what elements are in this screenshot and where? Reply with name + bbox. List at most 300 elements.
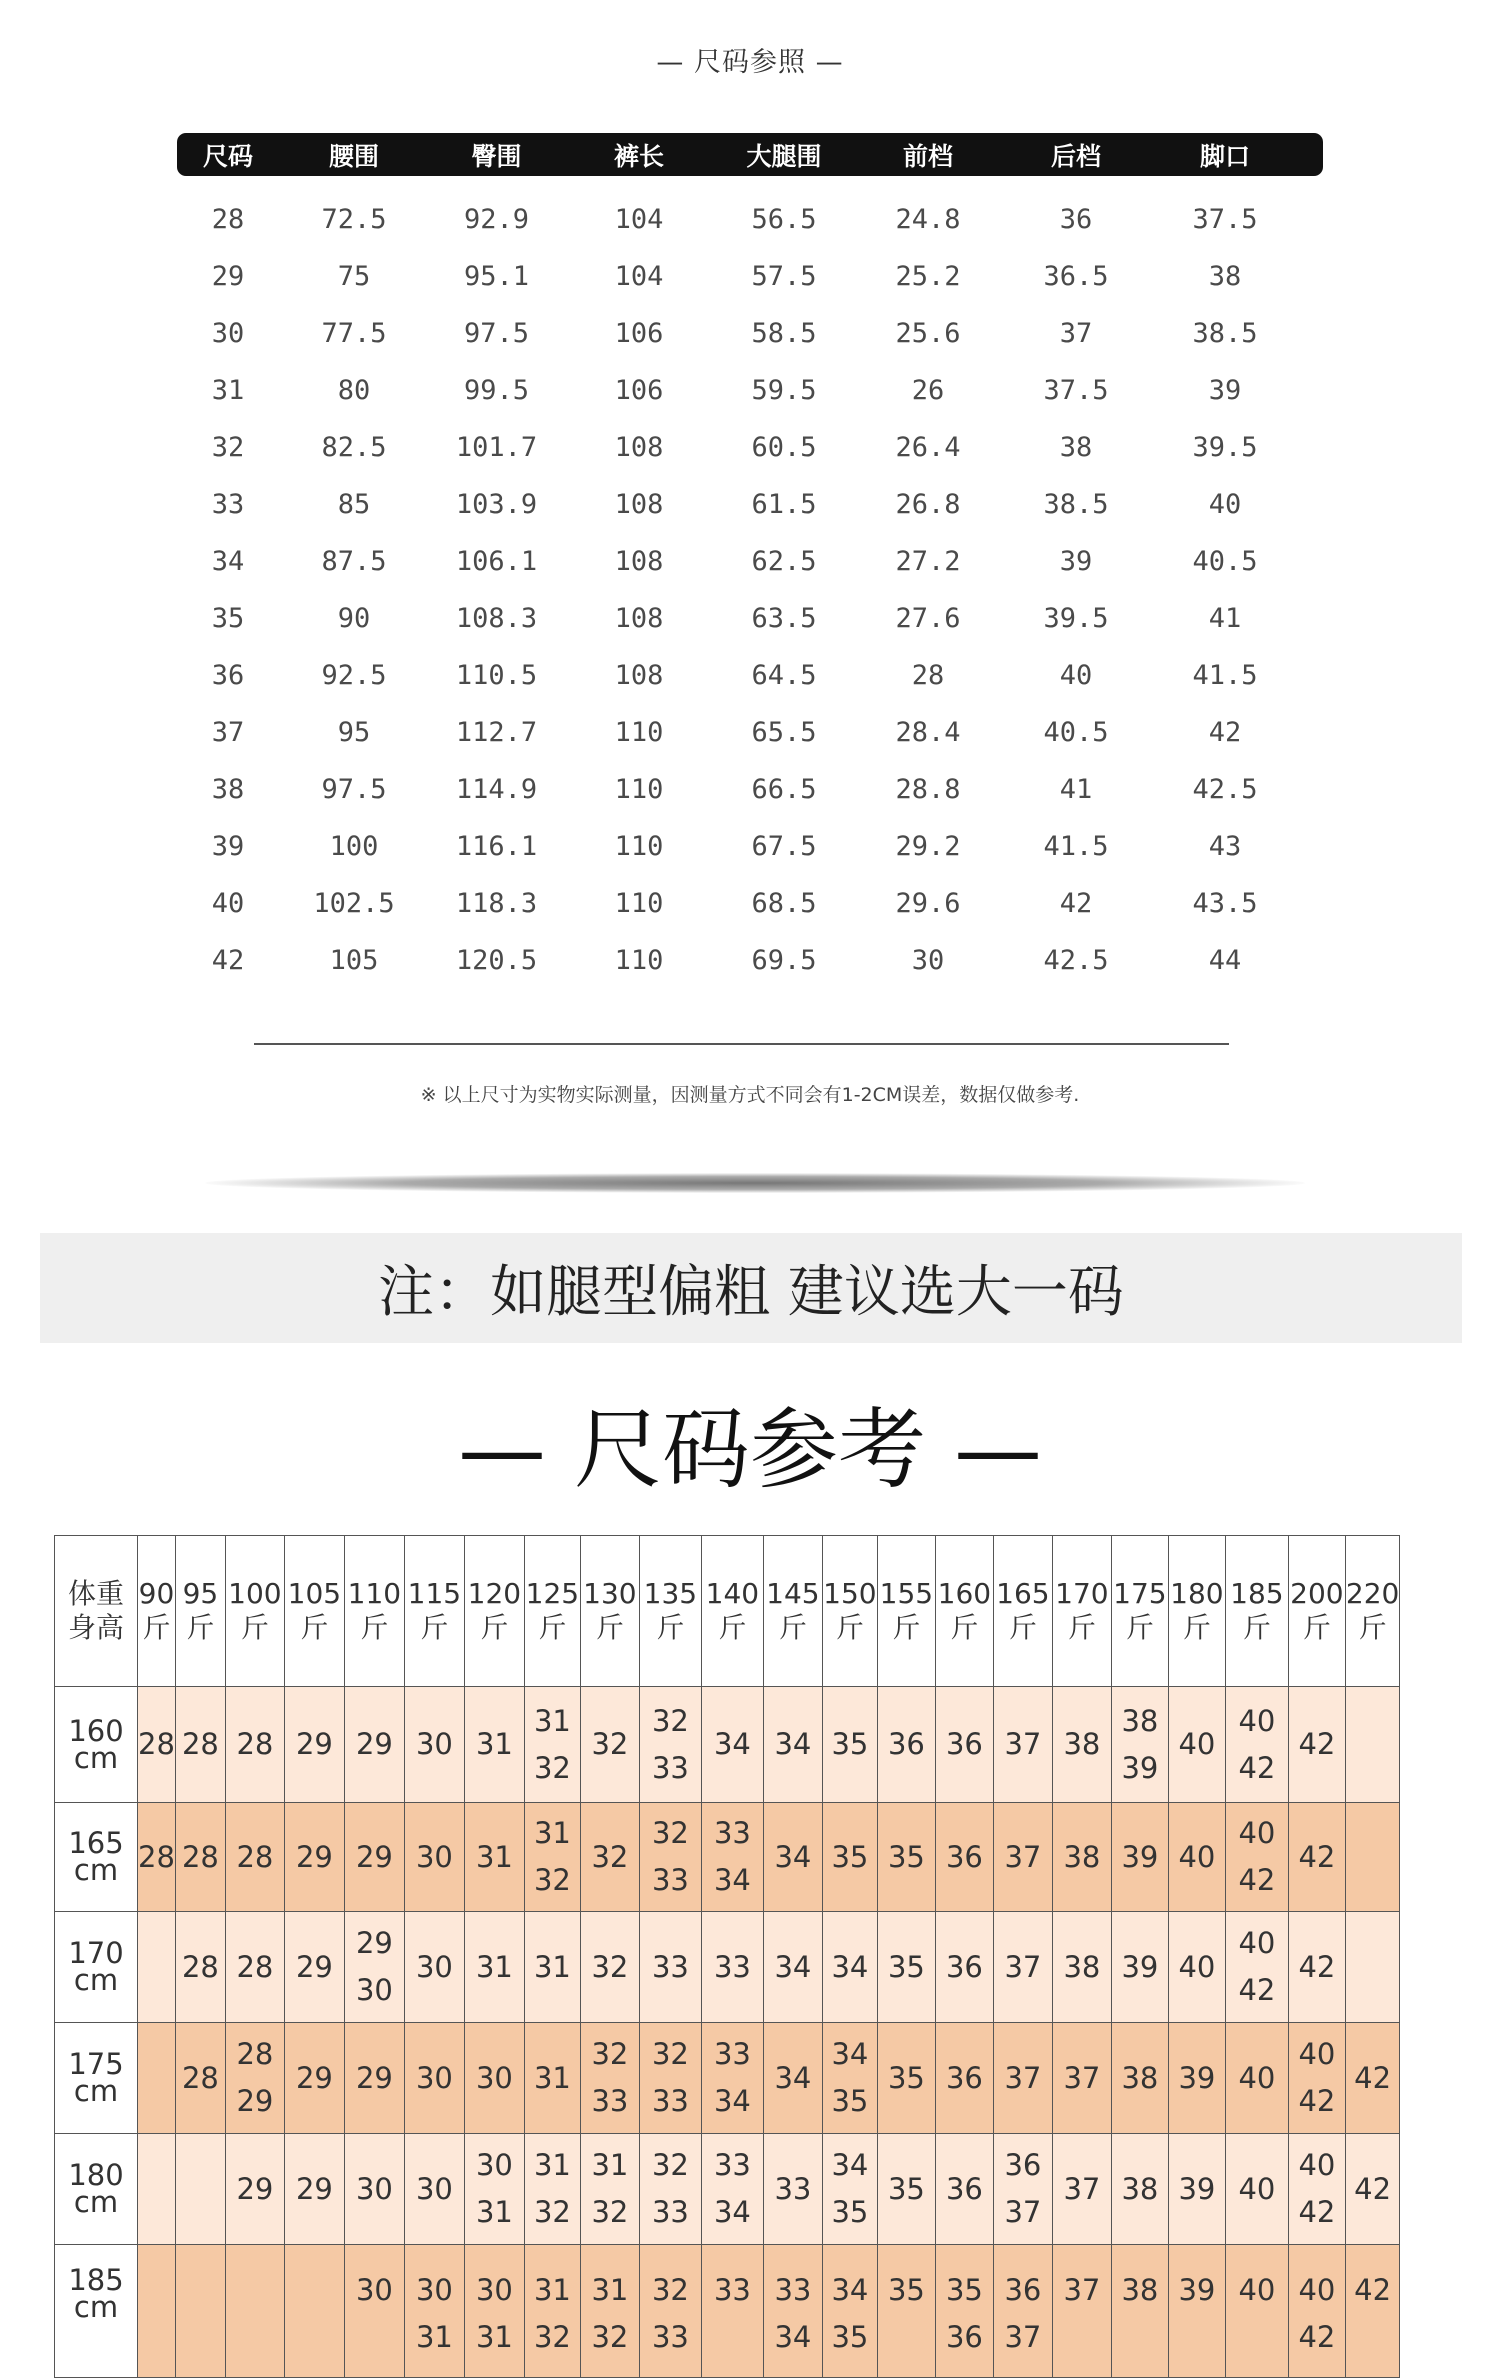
size-cell [344,2245,404,2378]
size-cell [1052,1803,1111,1912]
spec-header-cell: 大腿围 [746,141,822,171]
size-cell [580,1912,639,2023]
weight-value: 145 [766,1577,820,1610]
size-cell [580,1803,639,1912]
spec-table-cell: 60.5 [751,432,817,463]
weight-unit: 斤 [420,1611,449,1644]
spec-table-cell: 30 [211,318,245,349]
spec-header-cell: 后档 [1050,141,1101,171]
size-cell [639,1912,701,2023]
size-value: 32 [533,1863,571,1897]
size-cell [284,1803,344,1912]
size-cell [993,1912,1052,2023]
size-value: 42 [1238,1973,1276,2007]
size-value: 34 [713,1863,751,1897]
weight-header [877,1536,935,1687]
size-value: 37 [1063,2171,1101,2206]
spec-table-cell: 28.8 [895,774,961,805]
spec-table-cell: 120.5 [455,945,538,976]
size-value: 40 [1178,1949,1216,1984]
size-cell [701,1803,763,1912]
size-value: 32 [591,2320,629,2354]
spec-table-cell: 87.5 [321,546,387,577]
height-unit: cm [73,1740,119,1775]
size-value: 36 [1004,2148,1042,2182]
size-value: 33 [591,2084,629,2118]
spec-table-cell: 110 [614,831,664,862]
weight-unit: 斤 [538,1611,567,1644]
size-cell [580,1687,639,1803]
weight-unit: 斤 [186,1611,215,1644]
size-cell [175,2134,225,2245]
size-value: 32 [591,2037,629,2071]
size-value: 33 [713,2037,751,2071]
spec-table-cell: 28.4 [895,717,961,748]
size-value: 42 [1298,2084,1336,2118]
size-value: 35 [945,2273,983,2307]
size-value: 29 [355,1839,393,1874]
height-label [55,2245,138,2378]
size-cell [225,2134,284,2245]
size-cell [877,1687,935,1803]
size-value: 33 [713,1949,751,1984]
height-label [55,2023,138,2134]
size-value: 40 [1178,1727,1216,1761]
height-value: 180 [68,2158,124,2192]
size-value: 33 [651,2320,689,2354]
size-value: 40 [1238,2171,1276,2206]
spec-table-cell: 35 [211,603,245,634]
size-value: 42 [1354,2171,1392,2206]
size-cell [1345,1687,1399,1803]
size-cell [464,2245,524,2378]
spec-table-cell: 110.5 [455,660,538,691]
spec-table-row [177,818,1323,875]
size-cell [763,1687,822,1803]
spec-table-cell: 95.1 [463,261,530,292]
spec-table-cell: 38 [1208,261,1242,292]
weight-header [1345,1536,1399,1687]
spec-table-cell: 99.5 [463,375,530,406]
spec-table-cell: 92.9 [463,204,530,235]
weight-value: 220 [1345,1577,1400,1610]
size-value: 36 [945,1949,983,1984]
size-value: 31 [533,2060,571,2095]
size-cell [284,2023,344,2134]
size-cell [763,2134,822,2245]
spec-table-row [177,704,1323,761]
size-value: 35 [831,2084,869,2118]
weight-value: 105 [287,1577,342,1610]
corner-label-text: 身高 [67,1611,124,1644]
size-value: 33 [651,1949,689,1984]
size-value: 30 [475,2273,513,2307]
size-cell [1225,1803,1288,1912]
size-value: 29 [236,2171,274,2206]
spec-table-cell: 38.5 [1192,318,1258,349]
size-value: 34 [831,2037,869,2071]
size-value: 35 [831,2195,869,2229]
height-label [55,1803,138,1912]
size-value: 34 [831,2273,869,2307]
spec-header-cell: 脚口 [1199,141,1250,171]
spec-table-cell: 40 [211,888,245,919]
size-value: 36 [945,2171,983,2206]
size-cell [1345,2023,1399,2134]
size-cell [701,2023,763,2134]
spec-table-cell: 116.1 [455,831,538,862]
weight-header [344,1536,404,1687]
size-value: 30 [415,2273,453,2307]
spec-table-row [177,875,1323,932]
size-cell [1345,2134,1399,2245]
size-value: 34 [774,2060,812,2095]
size-value: 28 [181,1839,219,1874]
spec-table-cell: 112.7 [455,717,538,748]
size-cell [639,1803,701,1912]
size-cell [138,1912,176,2023]
size-value: 34 [713,2084,751,2118]
size-cell [138,1687,176,1803]
spec-table-cell: 27.2 [895,546,961,577]
size-value: 33 [651,2195,689,2229]
size-value: 37 [1004,1949,1042,1984]
size-cell [1111,2023,1168,2134]
size-value: 31 [533,2273,571,2307]
spec-table-cell: 82.5 [321,432,387,463]
size-value: 35 [887,2171,925,2206]
size-cell [284,1912,344,2023]
size-cell [993,2023,1052,2134]
size-cell [822,2245,877,2378]
spec-table-cell: 118.3 [455,888,538,919]
spec-table-cell: 110 [614,774,664,805]
size-value: 37 [1004,2320,1042,2354]
weight-header [1288,1536,1345,1687]
size-value: 34 [713,1727,751,1761]
weight-header [464,1536,524,1687]
size-cell [877,2134,935,2245]
size-value: 33 [651,1750,689,1785]
spec-table-row [177,248,1323,305]
size-cell [225,2245,284,2378]
spec-header-cell: 裤长 [613,141,664,171]
height-row [55,2245,1400,2378]
spec-table-cell: 72.5 [321,204,387,235]
spec-table-cell: 43.5 [1192,888,1258,919]
spec-table-cell: 40.5 [1192,546,1258,577]
weight-value: 170 [1055,1577,1109,1610]
size-cell [175,1803,225,1912]
weight-unit: 斤 [835,1611,864,1644]
size-cell [344,1687,404,1803]
size-cell [1288,2023,1345,2134]
size-value: 28 [236,2037,274,2071]
size-value: 32 [533,1750,571,1785]
size-cell [1288,2245,1345,2378]
spec-table-cell: 29 [211,261,245,292]
size-value: 31 [533,1703,571,1738]
size-cell [1225,2245,1288,2378]
shadow-decoration [205,1173,1305,1193]
spec-table-cell: 106.1 [455,546,538,577]
size-cell [877,2245,935,2378]
size-value: 40 [1238,1926,1276,1960]
size-value: 35 [831,1727,869,1761]
spec-table-cell: 39.5 [1043,603,1109,634]
size-value: 39 [1178,2171,1216,2206]
size-value: 32 [591,2195,629,2229]
size-value: 29 [295,1839,333,1874]
weight-header [1168,1536,1225,1687]
size-cell [344,2134,404,2245]
corner-label-text: 体重 [67,1577,124,1610]
size-value: 36 [1004,2273,1042,2307]
size-cell [175,1687,225,1803]
size-cell [225,1803,284,1912]
size-value: 36 [945,2320,983,2354]
spec-table-cell: 27.6 [895,603,961,634]
size-cell [935,1687,993,1803]
weight-unit: 斤 [1067,1611,1096,1644]
spec-table-cell: 105 [329,945,379,976]
weight-value: 165 [996,1577,1050,1610]
size-value: 39 [1178,2273,1216,2307]
weight-header [580,1536,639,1687]
size-value: 31 [591,2273,629,2307]
spec-table-row [177,647,1323,704]
size-cell [344,1912,404,2023]
size-value: 28 [181,1727,219,1761]
size-cell [701,1687,763,1803]
height-unit: cm [73,2290,119,2324]
height-label [55,1912,138,2023]
size-cell [175,1912,225,2023]
size-cell [175,2245,225,2378]
size-cell [701,2245,763,2378]
size-cell [464,2023,524,2134]
size-cell [464,2134,524,2245]
size-value: 32 [651,2148,689,2182]
size-value: 33 [651,1863,689,1897]
spec-table-cell: 92.5 [321,660,387,691]
size-cell [763,2245,822,2378]
size-value: 30 [355,2273,393,2307]
size-value: 29 [295,2171,333,2206]
weight-header [993,1536,1052,1687]
weight-value: 95 [182,1577,219,1610]
size-cell [1345,2245,1399,2378]
weight-value: 120 [467,1577,522,1610]
size-value: 31 [533,1949,571,1984]
size-value: 34 [774,2320,812,2354]
spec-table-cell: 108 [614,603,664,634]
spec-table-cell: 36 [1059,204,1093,235]
weight-unit: 斤 [1125,1611,1154,1644]
size-value: 28 [236,1949,274,1984]
size-value: 37 [1063,2060,1101,2095]
size-cell [138,2134,176,2245]
spec-header-cell: 前档 [902,141,953,171]
spec-table-cell: 37 [211,717,245,748]
weight-header [701,1536,763,1687]
weight-unit: 斤 [950,1611,979,1644]
size-value: 37 [1004,2195,1042,2229]
weight-header [404,1536,464,1687]
size-value: 28 [138,1839,175,1874]
height-unit: cm [73,1853,119,1887]
spec-table-cell: 66.5 [751,774,817,805]
size-value: 35 [831,1839,869,1874]
size-cell [225,2023,284,2134]
size-cell [993,2245,1052,2378]
weight-header [138,1536,176,1687]
spec-table-cell: 29.2 [895,831,961,862]
height-value: 175 [68,2047,124,2081]
size-value: 30 [415,1839,453,1874]
size-cell [1052,2134,1111,2245]
spec-table-row [177,476,1323,533]
size-value: 39 [1121,1839,1159,1874]
size-value: 38 [1063,1727,1101,1761]
size-value: 31 [533,1816,571,1850]
size-cell [1288,1687,1345,1803]
size-cell [1111,2134,1168,2245]
spec-table-cell: 38 [1059,432,1093,463]
size-value: 29 [295,1727,333,1761]
weight-unit: 斤 [595,1611,624,1644]
spec-table-cell: 108.3 [455,603,538,634]
size-value: 40 [1178,1839,1216,1874]
spec-table-cell: 34 [211,546,245,577]
size-value: 30 [415,1949,453,1984]
size-value: 29 [355,1926,393,1960]
weight-value: 100 [228,1577,282,1610]
weight-header [284,1536,344,1687]
spec-header-cell: 腰围 [328,141,379,171]
size-value: 33 [651,2084,689,2118]
spec-table-cell: 58.5 [751,318,817,349]
size-cell [1225,1687,1288,1803]
size-cell [639,2134,701,2245]
spec-table-cell: 90 [337,603,371,634]
spec-table-cell: 36.5 [1043,261,1109,292]
spec-table-header [177,133,1323,176]
size-value: 34 [713,2195,751,2229]
spec-table-cell: 26.4 [895,432,961,463]
height-value: 170 [68,1936,124,1970]
weight-value: 90 [138,1577,175,1610]
spec-table-row [177,191,1323,248]
size-value: 31 [415,2320,453,2354]
size-value: 28 [181,1949,219,1984]
spec-table-cell: 37.5 [1043,375,1109,406]
size-value: 32 [651,2273,689,2307]
size-value: 42 [1298,1839,1336,1874]
spec-table-row [177,590,1323,647]
size-value: 34 [831,2148,869,2182]
size-value: 42 [1298,2195,1336,2229]
spec-table-row [177,362,1323,419]
weight-unit: 斤 [656,1611,685,1644]
size-cell [1168,2023,1225,2134]
size-cell [138,2023,176,2134]
size-value: 40 [1298,2037,1336,2071]
size-cell [822,2023,877,2134]
size-value: 28 [236,1727,274,1761]
spec-table-cell: 26.8 [895,489,961,520]
height-value: 160 [68,1713,124,1748]
size-value: 37 [1004,1839,1042,1874]
weight-header [822,1536,877,1687]
weight-value: 185 [1230,1577,1284,1610]
weight-value: 135 [643,1577,698,1610]
size-cell [701,1912,763,2023]
size-cell [284,1687,344,1803]
corner-label [55,1536,138,1687]
size-value: 30 [475,2060,513,2095]
size-cell [1225,2134,1288,2245]
spec-table-cell: 41 [1059,774,1093,805]
size-cell [404,2245,464,2378]
disclaimer-text: ※ 以上尺寸为实物实际测量，因测量方式不同会有1-2CM误差，数据仅做参考. [420,1084,1080,1106]
weight-header [524,1536,580,1687]
weight-unit: 斤 [718,1611,747,1644]
size-cell [1288,2134,1345,2245]
size-value: 33 [774,2273,812,2307]
spec-table-cell: 69.5 [751,945,817,976]
size-value: 40 [1238,1703,1276,1738]
size-cell [1052,1687,1111,1803]
size-cell [1168,2245,1225,2378]
size-value: 31 [475,1949,513,1984]
spec-table-cell: 41 [1208,603,1242,634]
size-value: 40 [1298,2273,1336,2307]
size-value: 42 [1238,1750,1276,1785]
size-cell [1111,2245,1168,2378]
weight-unit: 斤 [1358,1611,1387,1644]
spec-table-cell: 42 [1059,888,1093,919]
spec-table-cell: 39 [1059,546,1093,577]
size-value: 37 [1004,2060,1042,2095]
size-value: 36 [945,1727,983,1761]
spec-table-row [177,533,1323,590]
spec-table-cell: 38 [211,774,245,805]
size-value: 28 [236,1839,274,1874]
size-cell [1052,2023,1111,2134]
spec-header-cell: 臀围 [471,141,522,171]
spec-table-cell: 110 [614,888,664,919]
size-value: 28 [181,2060,219,2095]
size-cell [225,1912,284,2023]
size-cell [1345,1912,1399,2023]
size-value: 30 [355,2171,393,2206]
spec-table-cell: 85 [337,489,371,520]
spec-table-cell: 40.5 [1043,717,1109,748]
size-value: 34 [831,1949,869,1984]
size-cell [1168,1803,1225,1912]
weight-value: 140 [705,1577,760,1610]
size-cell [763,1912,822,2023]
size-value: 42 [1238,1863,1276,1897]
size-reference-chart [54,1535,1400,2378]
spec-table-cell: 64.5 [751,660,817,691]
weight-header [1052,1536,1111,1687]
size-value: 32 [591,1727,629,1761]
spec-table-body [177,191,1323,989]
size-cell [404,2134,464,2245]
spec-table-cell: 28 [911,660,945,691]
